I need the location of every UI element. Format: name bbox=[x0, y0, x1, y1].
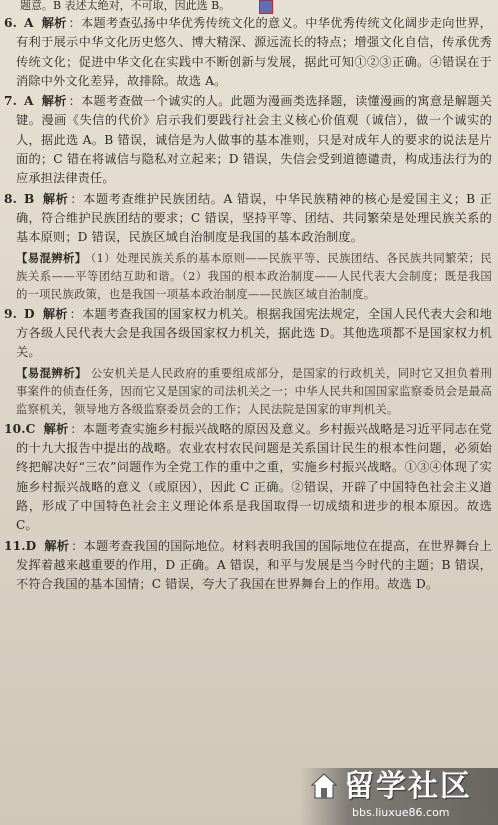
top-fragment: 题意。B 表述太绝对，不可取，因此选 B。 bbox=[20, 0, 231, 12]
question-number: 9. bbox=[4, 306, 18, 321]
answer-letter: B bbox=[24, 191, 35, 206]
analysis-text: ：本题考查我国的国家权力机关。根据我国宪法规定，全国人民代表大会和地方各级人民代表大会是我国各级国家权力机关，据此选 D。其他选项都不是国家权力机关。 bbox=[16, 306, 492, 360]
confusion-note-9 bbox=[4, 364, 492, 419]
analysis-text: ：本题考查弘扬中华优秀传统文化的意义。中华优秀传统文化阔步走向世界，有利于展示中华文化历史悠久、博大精深、源远流长的特点；增强文化自信，传承优秀传统文化；促进中华文化在实践中不断创新与发展，据此可知①②③正确。④错误在于消除中外文化差异，故排除。故选 A。 bbox=[16, 16, 492, 88]
app-icon bbox=[259, 0, 273, 14]
analysis-keyword: 解析 bbox=[44, 538, 70, 553]
answer-letter: C bbox=[25, 421, 36, 436]
question-8 bbox=[4, 190, 492, 248]
question-7 bbox=[4, 92, 492, 188]
note-tag: 【易混辨析】 bbox=[16, 250, 87, 265]
question-10 bbox=[4, 420, 492, 536]
note-text: 公安机关是人民政府的重要组成部分，是国家的行政机关，同时它又担负着刑事案件的侦查任务，因而它又是国家的司法机关之一；中华人民共和国国家监察委员会是最高监察机关，领导地方各级监察委员会的工作；人民法院是国家的审判机关。 bbox=[16, 365, 492, 417]
watermark-text: 留学社区 bbox=[344, 769, 472, 804]
house-logo-icon bbox=[308, 770, 340, 802]
answer-letter: D bbox=[24, 306, 35, 321]
note-text: （1）处理民族关系的基本原则——民族平等、民族团结、各民族共同繁荣；民族关系——平等团结互助和谐。（2）我国的根本政治制度——人民代表大会制度；既是我国的一项民族政策，也是我国一项基本政治制度——民族区域自治制度。 bbox=[16, 250, 492, 302]
analysis-text: ：本题考查实施乡村振兴战略的原因及意义。乡村振兴战略是习近平同志在党的十九大报告中提出的战略。农业农村农民问题是关系国计民生的根本性问题，必须始终把解决好“三农”问题作为全党工作的重中之重，实施乡村振兴战略。①③④体现了实施乡村振兴战略的意义（或原因），因此 C 正确。②错误，开辟了中国特色社会主义道路，形成了中国特色社会主义理论体系是我国取得一切成绩和进步的根本原因。故选 C。 bbox=[16, 421, 492, 533]
question-number: 7. bbox=[4, 94, 18, 109]
watermark-url: bbs.liuxue86.com bbox=[352, 806, 450, 819]
analysis-text: ：本题考查维护民族团结。A 错误，中华民族精神的核心是爱国主义；B 正确，符合维护民族团结的要求；C 错误，坚持平等、团结、共同繁荣是处理民族关系的基本原则；D 错误，民族区域自治制度是我国的基本政治制度。 bbox=[16, 191, 492, 245]
watermark bbox=[300, 768, 498, 825]
answer-letter: A bbox=[24, 94, 34, 109]
analysis-keyword: 解析 bbox=[41, 94, 67, 109]
analysis-keyword: 解析 bbox=[42, 306, 68, 321]
analysis-keyword: 解析 bbox=[43, 421, 69, 436]
answer-letter: A bbox=[24, 16, 34, 30]
analysis-keyword: 解析 bbox=[41, 16, 67, 30]
answer-letter: D bbox=[25, 538, 37, 553]
answer-list bbox=[4, 14, 492, 819]
question-number: 11. bbox=[4, 538, 26, 553]
question-number: 6. bbox=[4, 16, 18, 30]
analysis-text: ：本题考查我国的国际地位。材料表明我国的国际地位在提高，在世界舞台上发挥着越来越重要的作用，D 正确。A 错误，和平与发展是当今时代的主题；B 错误，不符合我国的基本国情；C 错误，夸大了我国在世界舞台上的作用。故选 D。 bbox=[16, 538, 492, 592]
analysis-keyword: 解析 bbox=[42, 191, 69, 206]
analysis-text: ：本题考查做一个诚实的人。此题为漫画类选择题，读懂漫画的寓意是解题关键。漫画《失信的代价》启示我们要践行社会主义核心价值观（诚信），做一个诚实的人，据此选 A。B 错误，诚信是为人做事的基本准则，只是对成年人的要求的说法是片面的；C 错在将诚信与隐私对立起来；D 错误，失信会受到道德谴责，构成违法行为的应承担法律责任。 bbox=[16, 94, 492, 186]
note-tag: 【易混辨析】 bbox=[16, 365, 87, 380]
question-number: 10. bbox=[4, 421, 26, 436]
confusion-note-8 bbox=[4, 249, 492, 304]
question-number: 8. bbox=[4, 191, 18, 206]
question-9 bbox=[4, 305, 492, 363]
question-11 bbox=[4, 537, 492, 595]
question-6 bbox=[4, 14, 492, 91]
